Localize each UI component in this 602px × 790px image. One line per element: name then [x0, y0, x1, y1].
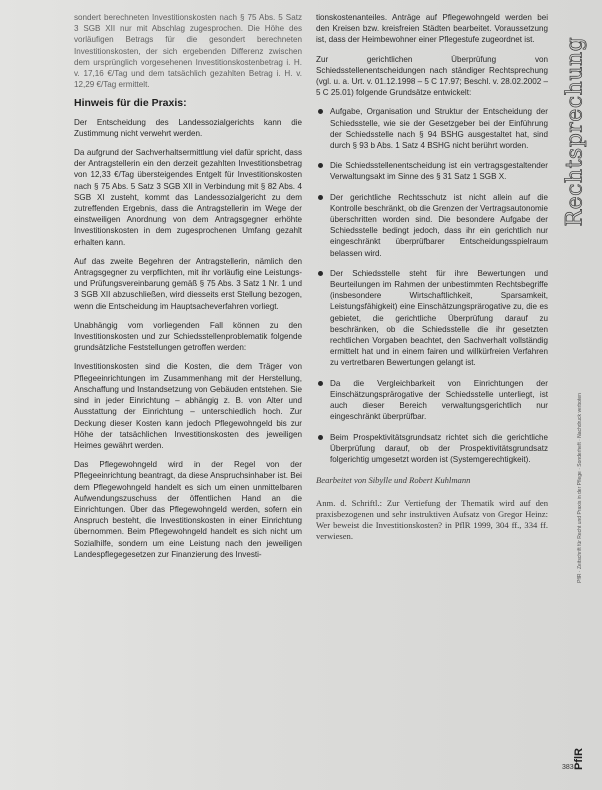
journal-logo: PflR: [573, 748, 585, 770]
section-stamp: [561, 28, 589, 228]
section-stamp-text: Rechtsprechung: [562, 36, 588, 227]
left-paragraph: Auf das zweite Begehren der Antragstellerin, nämlich den Antragsgegner zu verpflichten, mit ihr vorläufig eine Leistungs- und Prüfungsvereinbarung gemäß § 75 Abs. 3 Satz 1 Nr. 1 und 3 SGB XII abzuschließen, wird diesseits erst Stellung bezogen, wenn die Entscheidung im Hauptsacheverfahren vorliegt.: [74, 256, 302, 311]
list-item: Die Schiedsstellenentscheidung ist ein vertragsgestaltender Verwaltungsakt im Sinne des § 31 Satz 1 SGB X.: [316, 160, 548, 182]
left-paragraph: Der Entscheidung des Landessozialgerichts kann die Zustimmung nicht verwehrt werden.: [74, 117, 302, 138]
author-credit: Bearbeitet von Sibylle und Robert Kuhlmann: [316, 475, 471, 486]
left-paragraph: Da aufgrund der Sachverhaltsermittlung viel dafür spricht, dass der Antragstellerin ein den derzeit gezahlten Investitionsbetrag von 12,33 €/Tag übersteigendes Entgelt für Investitionskosten nach § 75 Abs. 5 Satz 3 SGB XII in Verbindung mit § 82 Abs. 4 SGB XI zusteht, kommt das Landessozialgericht zu dem zutreffenden Ergebnis, dass die Antragstellerin im Wege der einstweiligen Anordnung von dem Antragsgegner erhöhte Investitionskosten in dem zugesprochenen Umfang gezahlt erhalten kann.: [74, 148, 302, 247]
practice-heading: Hinweis für die Praxis:: [74, 97, 187, 110]
principles-list: [316, 106, 548, 465]
left-intro-paragraph: sondert berechneten Investitionskosten nach § 75 Abs. 5 Satz 3 SGB XII nur mit Abschlag zugesprochen. Die Höhe des vorläufigen Betrags für die gesondert berechneten Investitionskosten, der sich ergebenden Differenz zwischen dem ursprünglich vorgesehenen Investitionskostenbetrag i. H. v. 17,16 €/Tag und dem tatsächlich gezahlten Betrag i. H. v. 12,29 €/Tag ermittelt.: [74, 13, 302, 90]
left-paragraph: Investitionskosten sind die Kosten, die dem Träger von Pflegeeinrichtungen im Zusammenhang mit der Herstellung, Anschaffung und Instandsetzung von Gebäuden entstehen. Sie sind in jeder Einrichtung – abhängig z. B. von Alter und Ausstattung der Einrichtung – unterschiedlich hoch. Zur Deckung dieser Kosten kann jedoch Pflegewohngeld bis zur Höhe der tatsächlichen Investitionskosten des jeweiligen Heimes gewährt werden.: [74, 362, 302, 450]
list-item: Der gerichtliche Rechtsschutz ist nicht allein auf die Kontrolle beschränkt, ob die Grenzen der Vertragsautonomie überschritten worden sind. Die besondere Aufgabe der Schiedsstelle bedingt jedoch, dass ihr ein gerichtlich nur eingeschränkt überprüfbarer Entscheidungsspielraum belassen wird.: [316, 192, 548, 259]
right-principles-intro: Zur gerichtlichen Überprüfung von Schiedsstellenentscheidungen nach ständiger Rechtsprechung (vgl. u. a. Urt. v. 01.12.1998 – 5 C 17.97; Beschl. v. 28.02.2002 – 5 C 25.01) folgende Grundsätze entwickelt:: [316, 54, 548, 98]
right-intro-paragraph: tionskostenanteiles. Anträge auf Pflegewohngeld werden bei den Kreisen bzw. kreisfreien Städten bearbeitet. Voraussetzung ist, dass der Heimbewohner einer Pflegestufe zugeordnet ist.: [316, 13, 548, 45]
left-paragraph: Unabhängig vom vorliegenden Fall können zu den Investitionskosten und zur Schiedsstellenproblematik folgende grundsätzliche Feststellungen getroffen werden:: [74, 320, 302, 353]
list-item: Da die Vergleichbarkeit von Einrichtungen der Einschätzungsprärogative der Schiedsstelle unterliegt, ist auch dieser Bereich verwaltungsgerichtlich nur eingeschränkt überprüfbar.: [316, 378, 548, 423]
left-column: [74, 12, 302, 568]
right-column: [316, 12, 548, 542]
editor-note: Anm. d. Schriftl.: Zur Vertiefung der Thematik wird auf den praxisbezogenen und sehr instruktiven Aufsatz von Gregor Heinz: Wer beweist die Investitionskosten? in PflR 1999, 304 ff., 334 ff. verwiesen.: [316, 498, 548, 542]
margin-note-text: PflR · Zeitschrift für Recht und Praxis in der Pflege · Sonderheft · Nachdruck verboten: [577, 393, 583, 583]
margin-note: [575, 250, 585, 730]
page-number: 383: [562, 764, 574, 771]
list-item: Aufgabe, Organisation und Struktur der Entscheidung der Schiedsstelle, wie sie der Gesetzgeber bei der Einführung der Schiedsstelle nach § 94 BSHG ausgestaltet hat, sind durch § 93 b Abs. 1 Satz 4 BSHG nicht berührt worden.: [316, 106, 548, 151]
list-item: Der Schiedsstelle steht für ihre Bewertungen und Beurteilungen im Rahmen der unbestimmten Rechtsbegriffe (insbesondere Wirtschaftlichkeit, Sparsamkeit, Leistungsfähigkeit) eine Einschätzungsprärogative zu, die es gebietet, die gerichtliche Überprüfung darauf zu beschränken, ob die Schiedsstelle die ihr gesetzten rechtlichen Vorgaben beachtet, den Sachverhalt vollständig ermittelt hat und in einem fairen und willkürfreien Verfahren zu vertretbaren Bewertungen gelangt ist.: [316, 268, 548, 369]
left-paragraph: Das Pflegewohngeld wird in der Regel von der Pflegeeinrichtung beantragt, da diese Anspruchsinhaber ist. Bei dem Pflegewohngeld handelt es sich um einen unmittelbaren Aufwendungszuschuss der öffentlichen Hand an die Einrichtungen. Über das Pflegewohngeld werden, sofern ein Anspruch besteht, die Investitionskosten in einer Einrichtung übernommen. Beim Pflegewohngeld handelt es sich nicht um Sozialhilfe, sondern um eine Leistung nach den jeweiligen Landespflegegesetzen zur Finanzierung des Investi-: [74, 460, 302, 559]
list-item: Beim Prospektivitätsgrundsatz richtet sich die gerichtliche Überprüfung darauf, ob der Prospektivitätsgrundsatz folgerichtig umgesetzt worden ist (Systemgerechtigkeit).: [316, 432, 548, 466]
